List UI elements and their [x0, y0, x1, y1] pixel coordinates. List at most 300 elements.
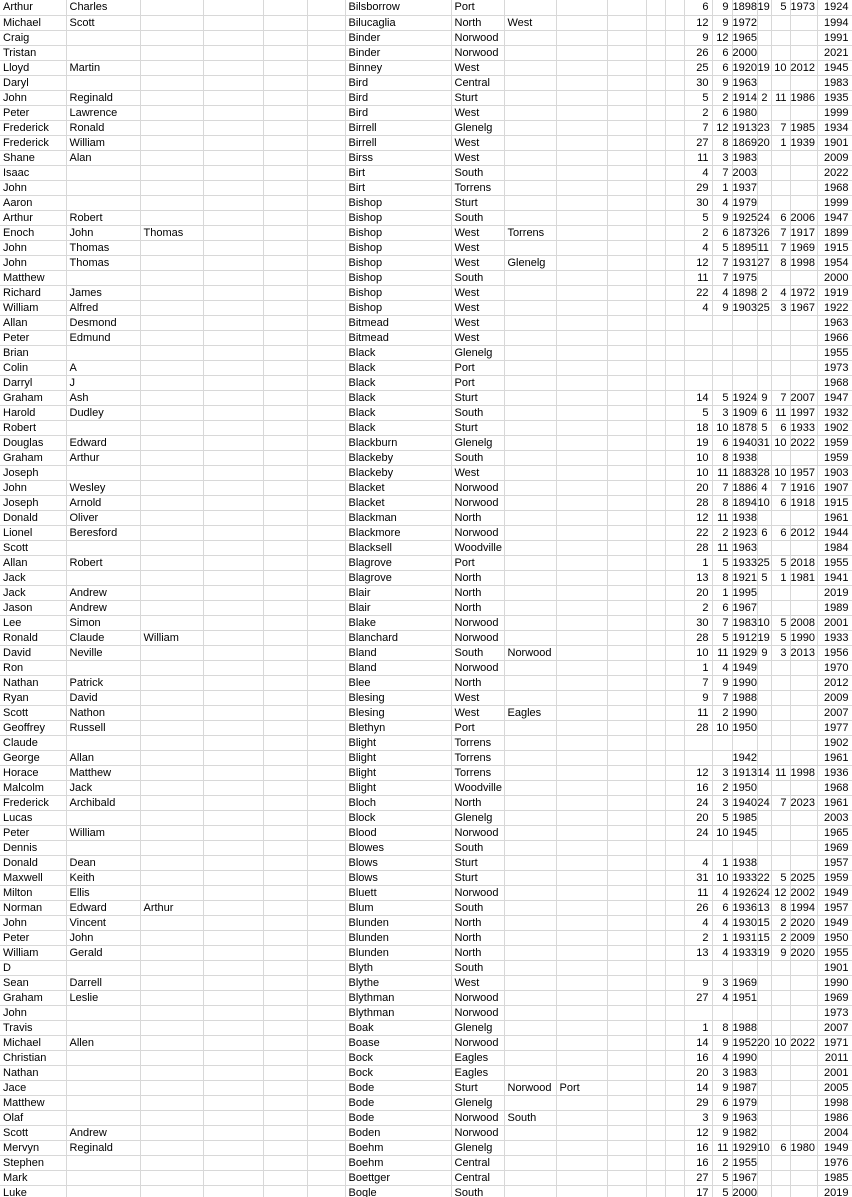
cell-surname[interactable]: Blair — [345, 600, 451, 615]
cell-surname[interactable]: Boak — [345, 1020, 451, 1035]
cell-empty[interactable] — [307, 1185, 345, 1197]
cell-club3[interactable] — [556, 795, 607, 810]
cell-middle[interactable]: A — [66, 360, 140, 375]
cell-third[interactable] — [140, 555, 203, 570]
cell-empty[interactable] — [307, 1140, 345, 1155]
cell-club3[interactable] — [556, 120, 607, 135]
cell-day1[interactable]: 20 — [684, 480, 712, 495]
cell-year2[interactable]: 2006 — [790, 210, 817, 225]
cell-empty[interactable] — [307, 510, 345, 525]
cell-empty[interactable] — [607, 240, 646, 255]
cell-club1[interactable]: Woodville — [451, 540, 504, 555]
cell-club2[interactable]: West — [504, 15, 556, 30]
cell-club1[interactable]: Glenelg — [451, 1140, 504, 1155]
cell-club2[interactable] — [504, 735, 556, 750]
cell-empty[interactable] — [646, 1155, 665, 1170]
cell-month2[interactable] — [771, 165, 790, 180]
cell-empty[interactable] — [646, 525, 665, 540]
cell-empty[interactable] — [607, 255, 646, 270]
cell-year2[interactable] — [790, 585, 817, 600]
cell-year_last[interactable]: 1947 — [817, 390, 852, 405]
cell-empty[interactable] — [307, 885, 345, 900]
cell-club3[interactable] — [556, 975, 607, 990]
cell-month2[interactable]: 11 — [771, 90, 790, 105]
cell-day2[interactable] — [757, 105, 771, 120]
cell-empty[interactable] — [607, 780, 646, 795]
cell-empty[interactable] — [307, 720, 345, 735]
cell-empty[interactable] — [607, 960, 646, 975]
cell-surname[interactable]: Blight — [345, 750, 451, 765]
cell-day1[interactable]: 7 — [684, 675, 712, 690]
cell-day1[interactable] — [684, 960, 712, 975]
cell-middle[interactable] — [66, 570, 140, 585]
cell-club3[interactable] — [556, 165, 607, 180]
cell-empty[interactable] — [203, 300, 263, 315]
cell-empty[interactable] — [646, 255, 665, 270]
cell-empty[interactable] — [646, 960, 665, 975]
cell-empty[interactable] — [665, 570, 684, 585]
cell-empty[interactable] — [263, 825, 307, 840]
cell-month2[interactable]: 2 — [771, 930, 790, 945]
cell-empty[interactable] — [646, 615, 665, 630]
cell-middle[interactable] — [66, 1005, 140, 1020]
cell-year1[interactable]: 1938 — [732, 511, 757, 524]
cell-third[interactable] — [140, 1080, 203, 1095]
cell-club1[interactable]: West — [451, 150, 504, 165]
cell-middle[interactable]: Charles — [66, 0, 140, 15]
cell-month1[interactable]: 7 — [712, 165, 732, 180]
cell-year2[interactable] — [790, 1020, 817, 1035]
cell-year_last[interactable]: 1935 — [817, 90, 852, 105]
cell-empty[interactable] — [665, 75, 684, 90]
cell-empty[interactable] — [646, 645, 665, 660]
cell-empty[interactable] — [263, 180, 307, 195]
cell-month2[interactable]: 5 — [771, 870, 790, 885]
cell-first[interactable]: Graham — [0, 450, 66, 465]
cell-first[interactable]: George — [0, 750, 66, 765]
cell-year1[interactable]: 1921 — [732, 571, 757, 584]
cell-empty[interactable] — [646, 105, 665, 120]
cell-day2[interactable] — [757, 1050, 771, 1065]
cell-year_last[interactable]: 1949 — [817, 1140, 852, 1155]
cell-empty[interactable] — [307, 915, 345, 930]
cell-empty[interactable] — [263, 660, 307, 675]
cell-day1[interactable]: 20 — [684, 810, 712, 825]
cell-club3[interactable] — [556, 330, 607, 345]
cell-month2[interactable] — [771, 375, 790, 390]
cell-empty[interactable] — [607, 0, 646, 15]
cell-month2[interactable] — [771, 315, 790, 330]
cell-year_last[interactable]: 2001 — [817, 1065, 852, 1080]
cell-empty[interactable] — [203, 1065, 263, 1080]
cell-empty[interactable] — [263, 570, 307, 585]
cell-club2[interactable] — [504, 630, 556, 645]
cell-middle[interactable]: Martin — [66, 60, 140, 75]
cell-month1[interactable]: 9 — [712, 15, 732, 30]
cell-day2[interactable] — [757, 825, 771, 840]
cell-day2[interactable] — [757, 585, 771, 600]
cell-third[interactable] — [140, 540, 203, 555]
cell-year_last[interactable]: 1934 — [817, 120, 852, 135]
cell-empty[interactable] — [203, 795, 263, 810]
cell-club3[interactable] — [556, 315, 607, 330]
cell-year1[interactable]: 1972 — [732, 16, 757, 29]
cell-empty[interactable] — [607, 75, 646, 90]
cell-empty[interactable] — [203, 855, 263, 870]
cell-middle[interactable]: Russell — [66, 720, 140, 735]
cell-club2[interactable] — [504, 30, 556, 45]
cell-year2[interactable] — [790, 1095, 817, 1110]
cell-empty[interactable] — [646, 1035, 665, 1050]
cell-club2[interactable] — [504, 885, 556, 900]
cell-empty[interactable] — [203, 30, 263, 45]
cell-month1[interactable]: 6 — [712, 900, 732, 915]
cell-year2[interactable] — [790, 330, 817, 345]
cell-day1[interactable]: 25 — [684, 60, 712, 75]
cell-empty[interactable] — [646, 660, 665, 675]
cell-day1[interactable]: 10 — [684, 645, 712, 660]
cell-month1[interactable] — [712, 345, 732, 360]
cell-day2[interactable]: 4 — [757, 480, 771, 495]
cell-year2[interactable] — [790, 690, 817, 705]
cell-day1[interactable] — [684, 345, 712, 360]
cell-third[interactable] — [140, 135, 203, 150]
cell-middle[interactable]: John — [66, 930, 140, 945]
cell-month2[interactable] — [771, 150, 790, 165]
cell-year1[interactable]: 1933 — [732, 871, 757, 884]
cell-empty[interactable] — [203, 420, 263, 435]
cell-third[interactable] — [140, 1020, 203, 1035]
cell-empty[interactable] — [607, 675, 646, 690]
cell-month1[interactable]: 6 — [712, 1095, 732, 1110]
cell-month1[interactable] — [712, 375, 732, 390]
cell-empty[interactable] — [307, 780, 345, 795]
cell-surname[interactable]: Bishop — [345, 210, 451, 225]
cell-surname[interactable]: Blair — [345, 585, 451, 600]
cell-club1[interactable]: South — [451, 165, 504, 180]
cell-middle[interactable] — [66, 540, 140, 555]
cell-club3[interactable] — [556, 525, 607, 540]
cell-club3[interactable]: Port — [556, 1080, 607, 1095]
cell-empty[interactable] — [203, 630, 263, 645]
cell-empty[interactable] — [646, 165, 665, 180]
cell-year1[interactable]: 1983 — [732, 616, 757, 629]
cell-empty[interactable] — [665, 105, 684, 120]
cell-club2[interactable] — [504, 960, 556, 975]
cell-empty[interactable] — [203, 660, 263, 675]
cell-empty[interactable] — [646, 120, 665, 135]
cell-empty[interactable] — [665, 915, 684, 930]
cell-month2[interactable] — [771, 45, 790, 60]
cell-club3[interactable] — [556, 1110, 607, 1125]
cell-surname[interactable]: Bishop — [345, 255, 451, 270]
cell-first[interactable]: Lionel — [0, 525, 66, 540]
cell-year1[interactable] — [732, 960, 757, 975]
cell-year1[interactable]: 1983 — [732, 1066, 757, 1079]
cell-year1[interactable]: 1923 — [732, 526, 757, 539]
cell-first[interactable]: John — [0, 480, 66, 495]
cell-surname[interactable]: Blackman — [345, 510, 451, 525]
cell-club3[interactable] — [556, 990, 607, 1005]
cell-club1[interactable]: North — [451, 795, 504, 810]
cell-day2[interactable]: 14 — [757, 766, 770, 779]
cell-empty[interactable] — [665, 120, 684, 135]
cell-year_last[interactable]: 2007 — [817, 705, 852, 720]
cell-surname[interactable]: Blackburn — [345, 435, 451, 450]
cell-club1[interactable]: West — [451, 240, 504, 255]
cell-empty[interactable] — [646, 855, 665, 870]
cell-empty[interactable] — [307, 930, 345, 945]
cell-surname[interactable]: Blackeby — [345, 450, 451, 465]
cell-club1[interactable]: South — [451, 645, 504, 660]
cell-empty[interactable] — [607, 1110, 646, 1125]
cell-year2[interactable]: 2008 — [790, 615, 817, 630]
cell-year2[interactable] — [790, 705, 817, 720]
cell-club2[interactable] — [504, 0, 556, 15]
cell-middle[interactable] — [66, 75, 140, 90]
cell-middle[interactable]: Scott — [66, 15, 140, 30]
cell-year_last[interactable]: 1950 — [817, 930, 852, 945]
cell-year_last[interactable]: 1971 — [817, 1035, 852, 1050]
cell-day2[interactable]: 9 — [757, 645, 771, 660]
cell-empty[interactable] — [665, 1155, 684, 1170]
cell-empty[interactable] — [203, 540, 263, 555]
cell-month1[interactable]: 12 — [712, 30, 732, 45]
cell-day1[interactable]: 11 — [684, 150, 712, 165]
cell-year1[interactable]: 1985 — [732, 811, 757, 824]
cell-month2[interactable] — [771, 840, 790, 855]
cell-empty[interactable] — [665, 240, 684, 255]
cell-year2[interactable] — [790, 1125, 817, 1140]
cell-empty[interactable] — [646, 375, 665, 390]
cell-year1[interactable]: 1929 — [732, 1141, 757, 1154]
cell-empty[interactable] — [263, 585, 307, 600]
cell-empty[interactable] — [307, 1080, 345, 1095]
cell-club2[interactable] — [504, 75, 556, 90]
cell-club1[interactable]: Torrens — [451, 750, 504, 765]
cell-day2[interactable] — [757, 30, 771, 45]
cell-middle[interactable]: Dudley — [66, 405, 140, 420]
cell-day1[interactable]: 1 — [684, 660, 712, 675]
cell-first[interactable]: Scott — [0, 540, 66, 555]
cell-empty[interactable] — [203, 1005, 263, 1020]
cell-first[interactable]: Ron — [0, 660, 66, 675]
cell-year_last[interactable]: 1989 — [817, 600, 852, 615]
cell-third[interactable] — [140, 885, 203, 900]
cell-club1[interactable]: North — [451, 915, 504, 930]
cell-club3[interactable] — [556, 1185, 607, 1197]
cell-day2[interactable]: 11 — [757, 240, 771, 255]
cell-year2[interactable] — [790, 990, 817, 1005]
cell-year_last[interactable]: 2009 — [817, 150, 852, 165]
cell-empty[interactable] — [665, 540, 684, 555]
cell-empty[interactable] — [307, 240, 345, 255]
cell-empty[interactable] — [263, 1035, 307, 1050]
cell-day1[interactable]: 4 — [684, 915, 712, 930]
cell-empty[interactable] — [307, 135, 345, 150]
cell-empty[interactable] — [263, 810, 307, 825]
cell-empty[interactable] — [263, 750, 307, 765]
cell-club3[interactable] — [556, 945, 607, 960]
cell-club1[interactable]: Central — [451, 1170, 504, 1185]
cell-year_last[interactable]: 1969 — [817, 990, 852, 1005]
cell-day2[interactable] — [757, 375, 771, 390]
cell-year1[interactable]: 1903 — [732, 301, 757, 314]
cell-club2[interactable] — [504, 855, 556, 870]
cell-third[interactable] — [140, 375, 203, 390]
cell-third[interactable] — [140, 975, 203, 990]
cell-year_last[interactable]: 2005 — [817, 1080, 852, 1095]
cell-year1[interactable]: 1931 — [732, 256, 757, 269]
cell-month1[interactable]: 10 — [712, 870, 732, 885]
cell-middle[interactable]: Neville — [66, 645, 140, 660]
cell-year_last[interactable]: 1963 — [817, 315, 852, 330]
cell-year2[interactable] — [790, 105, 817, 120]
cell-club3[interactable] — [556, 705, 607, 720]
cell-month1[interactable]: 11 — [712, 540, 732, 555]
cell-month1[interactable]: 8 — [712, 570, 732, 585]
cell-month2[interactable] — [771, 75, 790, 90]
cell-empty[interactable] — [665, 900, 684, 915]
cell-surname[interactable]: Boettger — [345, 1170, 451, 1185]
cell-day1[interactable] — [684, 735, 712, 750]
cell-year_last[interactable]: 1973 — [817, 360, 852, 375]
cell-empty[interactable] — [307, 15, 345, 30]
cell-empty[interactable] — [607, 735, 646, 750]
cell-club2[interactable] — [504, 150, 556, 165]
cell-empty[interactable] — [665, 765, 684, 780]
cell-middle[interactable] — [66, 1170, 140, 1185]
cell-first[interactable]: Donald — [0, 510, 66, 525]
cell-club2[interactable] — [504, 555, 556, 570]
cell-year2[interactable]: 1985 — [790, 120, 817, 135]
cell-year1[interactable] — [732, 360, 757, 375]
cell-third[interactable] — [140, 210, 203, 225]
cell-club1[interactable]: West — [451, 135, 504, 150]
cell-club2[interactable] — [504, 840, 556, 855]
cell-year1[interactable]: 1942 — [732, 751, 757, 764]
cell-club1[interactable]: South — [451, 405, 504, 420]
cell-year2[interactable] — [790, 345, 817, 360]
cell-year1[interactable]: 1979 — [732, 196, 757, 209]
cell-empty[interactable] — [263, 0, 307, 15]
cell-year1[interactable]: 1952 — [732, 1036, 757, 1049]
cell-third[interactable] — [140, 255, 203, 270]
cell-empty[interactable] — [307, 300, 345, 315]
cell-club3[interactable] — [556, 495, 607, 510]
cell-empty[interactable] — [307, 750, 345, 765]
cell-empty[interactable] — [607, 1050, 646, 1065]
cell-surname[interactable]: Bilsborrow — [345, 0, 451, 15]
cell-month2[interactable]: 8 — [771, 255, 790, 270]
cell-club3[interactable] — [556, 615, 607, 630]
cell-surname[interactable]: Bishop — [345, 240, 451, 255]
cell-first[interactable]: John — [0, 1005, 66, 1020]
cell-empty[interactable] — [607, 345, 646, 360]
cell-club1[interactable]: Norwood — [451, 660, 504, 675]
cell-empty[interactable] — [307, 1125, 345, 1140]
cell-day1[interactable]: 4 — [684, 300, 712, 315]
cell-empty[interactable] — [203, 690, 263, 705]
cell-day1[interactable]: 9 — [684, 975, 712, 990]
cell-surname[interactable]: Blythman — [345, 1005, 451, 1020]
cell-empty[interactable] — [263, 1140, 307, 1155]
cell-first[interactable]: Jack — [0, 570, 66, 585]
cell-first[interactable]: Nathan — [0, 675, 66, 690]
cell-club3[interactable] — [556, 780, 607, 795]
cell-club2[interactable] — [504, 675, 556, 690]
cell-month2[interactable]: 5 — [771, 630, 790, 645]
cell-day1[interactable]: 14 — [684, 1080, 712, 1095]
cell-year1[interactable]: 2000 — [732, 46, 757, 59]
cell-year2[interactable]: 1957 — [790, 465, 817, 480]
cell-empty[interactable] — [607, 585, 646, 600]
cell-club2[interactable] — [504, 780, 556, 795]
cell-empty[interactable] — [203, 705, 263, 720]
cell-day2[interactable] — [757, 315, 771, 330]
cell-month1[interactable]: 12 — [712, 120, 732, 135]
cell-first[interactable]: Arthur — [0, 0, 66, 15]
cell-month2[interactable]: 6 — [771, 495, 790, 510]
cell-year_last[interactable]: 1933 — [817, 630, 852, 645]
cell-empty[interactable] — [307, 945, 345, 960]
cell-year_last[interactable]: 1998 — [817, 1095, 852, 1110]
cell-middle[interactable] — [66, 660, 140, 675]
cell-empty[interactable] — [263, 1005, 307, 1020]
cell-empty[interactable] — [665, 1095, 684, 1110]
cell-day1[interactable]: 5 — [684, 210, 712, 225]
cell-year2[interactable]: 2012 — [790, 525, 817, 540]
cell-month1[interactable]: 2 — [712, 705, 732, 720]
cell-year2[interactable]: 2009 — [790, 930, 817, 945]
cell-empty[interactable] — [665, 615, 684, 630]
cell-club2[interactable] — [504, 660, 556, 675]
cell-club2[interactable] — [504, 825, 556, 840]
cell-club2[interactable] — [504, 315, 556, 330]
cell-month2[interactable] — [771, 510, 790, 525]
cell-empty[interactable] — [646, 915, 665, 930]
cell-empty[interactable] — [646, 1050, 665, 1065]
cell-first[interactable]: John — [0, 240, 66, 255]
cell-year1[interactable] — [732, 315, 757, 330]
cell-empty[interactable] — [646, 495, 665, 510]
cell-empty[interactable] — [307, 345, 345, 360]
cell-club2[interactable] — [504, 270, 556, 285]
cell-middle[interactable]: Allan — [66, 750, 140, 765]
cell-empty[interactable] — [646, 225, 665, 240]
cell-year_last[interactable]: 1922 — [817, 300, 852, 315]
cell-empty[interactable] — [665, 345, 684, 360]
cell-empty[interactable] — [665, 510, 684, 525]
cell-first[interactable]: John — [0, 90, 66, 105]
cell-empty[interactable] — [646, 900, 665, 915]
cell-year1[interactable]: 1982 — [732, 1126, 757, 1139]
cell-year1[interactable]: 1980 — [732, 106, 757, 119]
cell-surname[interactable]: Black — [345, 345, 451, 360]
cell-day1[interactable]: 11 — [684, 885, 712, 900]
cell-third[interactable] — [140, 1140, 203, 1155]
cell-month1[interactable]: 5 — [712, 240, 732, 255]
cell-year2[interactable]: 2013 — [790, 645, 817, 660]
cell-year2[interactable] — [790, 825, 817, 840]
cell-day2[interactable] — [757, 705, 771, 720]
cell-third[interactable]: Arthur — [140, 900, 203, 915]
cell-club3[interactable] — [556, 465, 607, 480]
cell-middle[interactable]: Simon — [66, 615, 140, 630]
cell-club1[interactable]: Norwood — [451, 615, 504, 630]
cell-middle[interactable] — [66, 1185, 140, 1197]
cell-month2[interactable] — [771, 330, 790, 345]
